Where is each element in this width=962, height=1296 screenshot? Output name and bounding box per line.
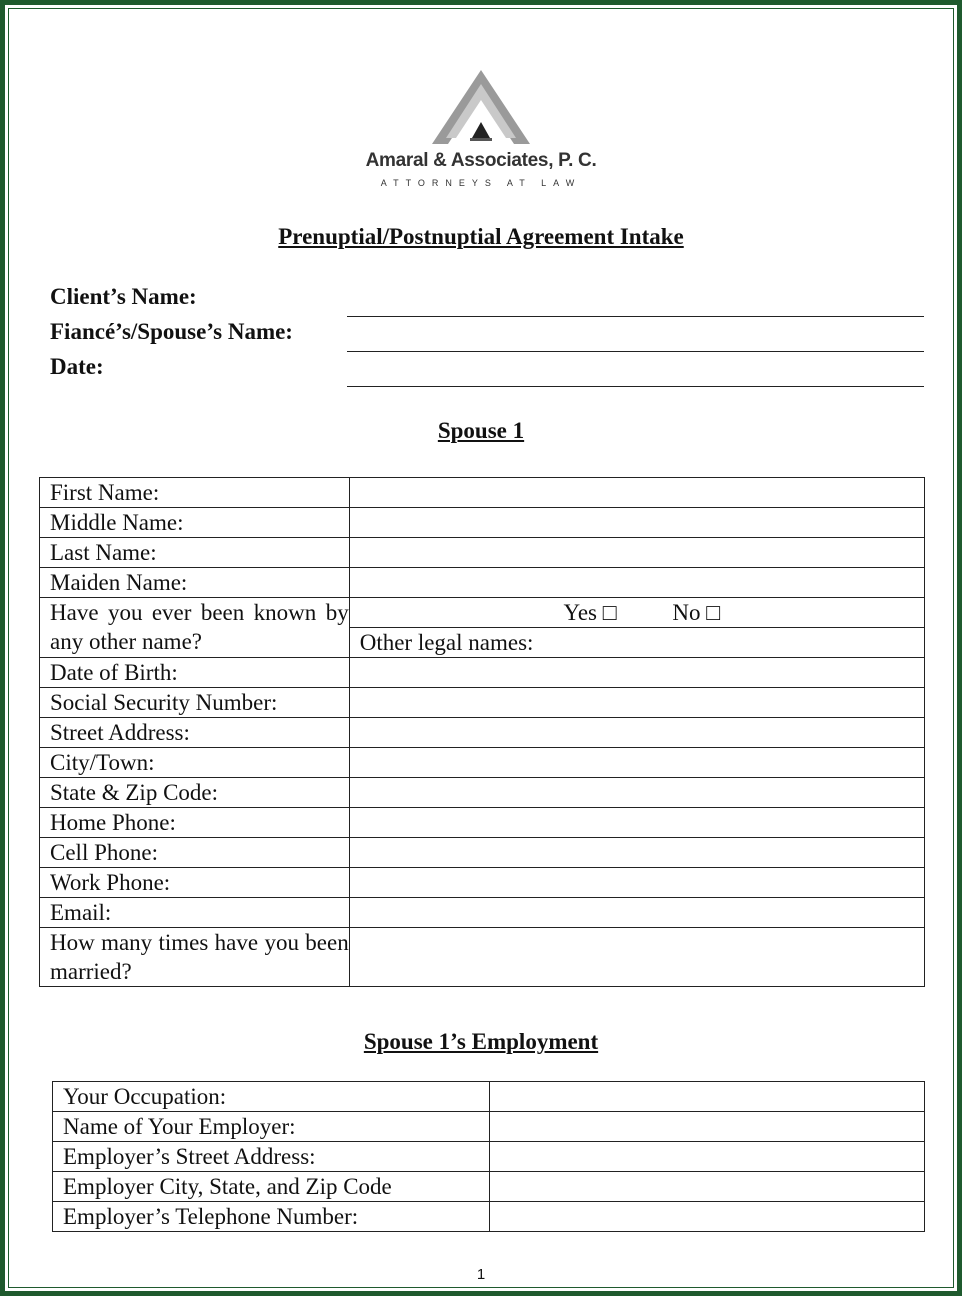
city-town-label: City/Town: (40, 748, 350, 778)
employer-name-label: Name of Your Employer: (53, 1112, 490, 1142)
middle-name-label: Middle Name: (40, 508, 350, 538)
employment-heading: Spouse 1’s Employment (363, 1029, 599, 1054)
employer-city-label: Employer City, State, and Zip Code (53, 1172, 490, 1202)
table-row (53, 1202, 925, 1232)
table-row (40, 838, 925, 868)
table-row (40, 478, 925, 508)
employer-name-field[interactable] (489, 1112, 924, 1142)
ssn-label: Social Security Number: (40, 688, 350, 718)
ssn-field[interactable] (349, 688, 924, 718)
cell-phone-field[interactable] (349, 838, 924, 868)
date-line[interactable] (347, 386, 924, 387)
no-checkbox[interactable]: No □ (672, 600, 721, 625)
page-number: 1 (476, 1266, 486, 1283)
date-of-birth-label: Date of Birth: (40, 658, 350, 688)
table-row (40, 778, 925, 808)
employer-street-field[interactable] (489, 1142, 924, 1172)
table-row (53, 1142, 925, 1172)
last-name-field[interactable] (349, 538, 924, 568)
maiden-name-field[interactable] (349, 568, 924, 598)
table-row (40, 718, 925, 748)
firm-logo (350, 66, 612, 196)
spouse-1-heading: Spouse 1 (437, 418, 525, 443)
first-name-label: First Name: (40, 478, 350, 508)
employer-phone-field[interactable] (489, 1202, 924, 1232)
middle-name-field[interactable] (349, 508, 924, 538)
clients-name-line[interactable] (347, 316, 924, 317)
table-row (40, 598, 925, 628)
last-name-label: Last Name: (40, 538, 350, 568)
state-zip-label: State & Zip Code: (40, 778, 350, 808)
fiance-spouse-name-line[interactable] (347, 351, 924, 352)
logo-mark-icon (350, 66, 612, 146)
first-name-field[interactable] (349, 478, 924, 508)
date-of-birth-field[interactable] (349, 658, 924, 688)
city-town-field[interactable] (349, 748, 924, 778)
table-row (40, 658, 925, 688)
clients-name-label: Client’s Name: (50, 284, 197, 309)
home-phone-field[interactable] (349, 808, 924, 838)
street-address-field[interactable] (349, 718, 924, 748)
employer-city-field[interactable] (489, 1172, 924, 1202)
times-married-label: How many times have you been married? (40, 928, 350, 987)
email-field[interactable] (349, 898, 924, 928)
work-phone-label: Work Phone: (40, 868, 350, 898)
cell-phone-label: Cell Phone: (40, 838, 350, 868)
table-row (40, 568, 925, 598)
employment-table (52, 1081, 925, 1232)
table-row (40, 808, 925, 838)
state-zip-field[interactable] (349, 778, 924, 808)
table-row (40, 748, 925, 778)
employer-phone-label: Employer’s Telephone Number: (53, 1202, 490, 1232)
email-label: Email: (40, 898, 350, 928)
other-legal-names-field[interactable]: Other legal names: (349, 628, 924, 658)
firm-tagline: ATTORNEYS AT LAW (380, 178, 582, 188)
occupation-label: Your Occupation: (53, 1082, 490, 1112)
employer-street-label: Employer’s Street Address: (53, 1142, 490, 1172)
fiance-spouse-name-label: Fiancé’s/Spouse’s Name: (50, 319, 293, 344)
yes-no-cell (349, 598, 924, 628)
table-row (53, 1112, 925, 1142)
firm-name: Amaral & Associates, P. C. (365, 150, 597, 171)
times-married-field[interactable] (349, 928, 924, 987)
table-row (40, 538, 925, 568)
table-row (40, 928, 925, 987)
table-row (40, 508, 925, 538)
table-row (53, 1172, 925, 1202)
table-row (40, 688, 925, 718)
work-phone-field[interactable] (349, 868, 924, 898)
maiden-name-label: Maiden Name: (40, 568, 350, 598)
occupation-field[interactable] (489, 1082, 924, 1112)
table-row (40, 868, 925, 898)
home-phone-label: Home Phone: (40, 808, 350, 838)
spouse-1-table (39, 477, 925, 987)
yes-checkbox[interactable]: Yes □ (563, 600, 617, 625)
date-label: Date: (50, 354, 104, 379)
table-row (40, 898, 925, 928)
table-row (53, 1082, 925, 1112)
street-address-label: Street Address: (40, 718, 350, 748)
page-title: Prenuptial/Postnuptial Agreement Intake (278, 224, 684, 249)
other-name-question: Have you ever been known by any other name? (40, 598, 350, 658)
